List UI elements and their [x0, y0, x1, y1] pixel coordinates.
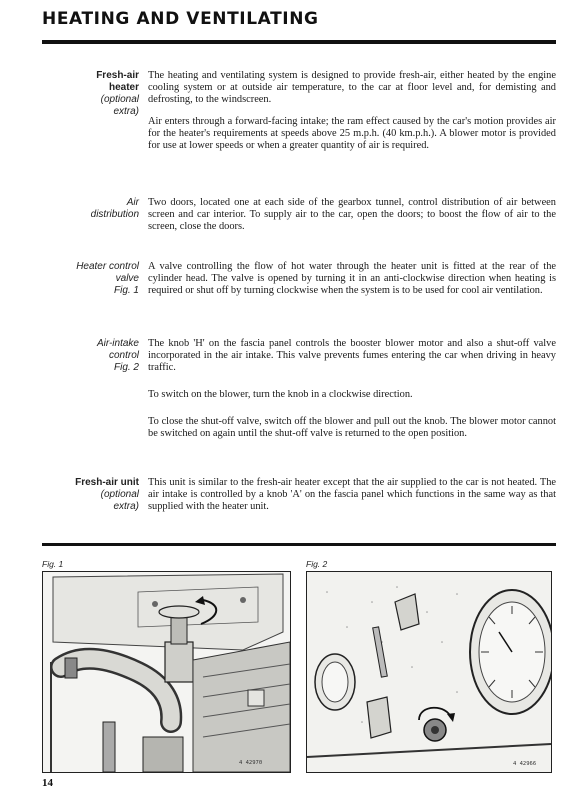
figure-1-illustration: [42, 571, 291, 773]
section-fresh-air-heater: [42, 70, 556, 180]
label-line: Air: [126, 197, 139, 208]
label-line: Fig. 2: [113, 362, 139, 373]
figure-2-illustration: [306, 571, 552, 773]
figure-code: 4 42970: [239, 760, 263, 766]
label-line: control: [108, 350, 139, 361]
heater-valve-drawing: [43, 572, 290, 772]
paragraph: The heating and ventilating system is designed to provide fresh-air, either heated by the engine cooling system or at outside air temperature, to the car at floor level and, for demisting and defrosting, to the windscreen.: [148, 70, 556, 105]
label-line: Air-intake: [96, 338, 139, 349]
page-title: HEATING AND VENTILATING: [42, 9, 319, 29]
section-body: [148, 261, 556, 307]
paragraph: This unit is similar to the fresh-air heater except that the air supplied to the car is not heated. The air intake is controlled by a knob 'A' on the fascia panel which functions in the same way as that supplied with the heater unit.: [148, 477, 556, 512]
label-line: (optional: [100, 489, 139, 500]
figure-caption: Fig. 2: [306, 559, 328, 569]
page-number: 14: [42, 777, 53, 789]
paragraph: To switch on the blower, turn the knob in a clockwise direction.: [148, 389, 413, 400]
label-line: Heater control: [76, 261, 139, 272]
label-line: Fig. 1: [113, 285, 139, 296]
label-line: (optional: [100, 94, 139, 105]
paragraph: Two doors, located one at each side of the gearbox tunnel, control distribution of air between screen and car interior. To supply air to the car, open the doors; to boost the flow of air to the screen, close the doors.: [148, 197, 556, 232]
label-line: extra): [113, 106, 139, 117]
label-line: Fresh-air: [96, 70, 139, 81]
header-rule: [42, 40, 556, 44]
section-body: [148, 197, 556, 243]
paragraph: A valve controlling the flow of hot water through the heater unit is fitted at the rear of the cylinder head. The valve is opened by turning it in an anti-clockwise direction when heating is required or shut off by turning clockwise when the system is to be used for cool air ventilation.: [148, 261, 556, 296]
section-air-distribution: [42, 197, 556, 241]
side-label: [42, 338, 139, 374]
section-air-intake-control: [42, 338, 556, 462]
side-label: [42, 70, 139, 118]
section-body: [148, 338, 556, 450]
paragraph: Air enters through a forward-facing intake; the ram effect caused by the car's motion provides air for the heater's requirements at speeds above 25 m.p.h. (40 km.p.h.). A blower motor is provided for use at lower speeds or when a greater quantity of air is required.: [148, 116, 556, 151]
paragraph: The knob 'H' on the fascia panel controls the booster blower motor and also a shut-off valve incorporated in the air intake. This valve prevents fumes entering the car when driving in heavy traffic.: [148, 338, 556, 373]
side-label: [42, 477, 139, 513]
figure-code: 4 42966: [513, 761, 537, 767]
side-label: [42, 261, 139, 297]
label-line: distribution: [90, 209, 139, 220]
side-label: [42, 197, 139, 221]
label-line: valve: [115, 273, 139, 284]
label-line: heater: [108, 82, 139, 93]
label-line: extra): [113, 501, 139, 512]
paragraph: To close the shut-off valve, switch off the blower and pull out the knob. The blower motor cannot be switched on again until the shut-off valve is returned to the open position.: [148, 416, 556, 439]
section-fresh-air-unit: [42, 477, 556, 525]
section-body: [148, 70, 556, 162]
fascia-panel-drawing: [307, 572, 551, 772]
figure-caption: Fig. 1: [42, 559, 64, 569]
section-body: [148, 477, 556, 523]
section-heater-control-valve: [42, 261, 556, 317]
label-line: Fresh-air unit: [75, 477, 139, 488]
figures-rule: [42, 543, 556, 546]
